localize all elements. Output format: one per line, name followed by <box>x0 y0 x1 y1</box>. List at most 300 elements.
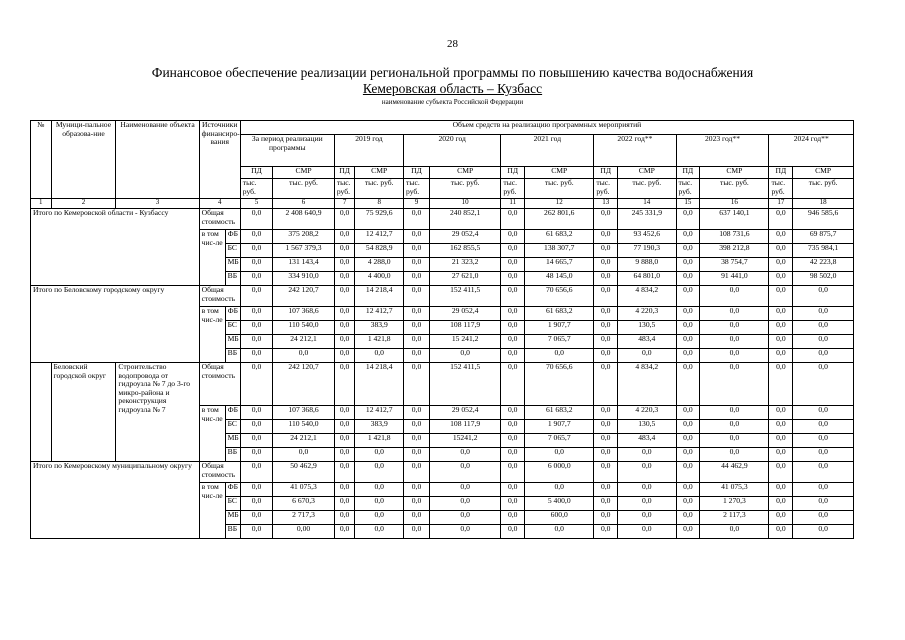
header-municipality: Муници-пальное образова-ние <box>51 121 116 199</box>
value-cell: 0,00 <box>273 525 335 539</box>
value-cell: 0,0 <box>676 525 700 539</box>
value-cell: 0,0 <box>404 511 430 525</box>
in-that-number: в том чис-ле <box>199 483 225 539</box>
value-cell: 0,0 <box>594 497 618 511</box>
value-cell: 0,0 <box>676 230 700 244</box>
value-cell: 0,0 <box>700 321 769 335</box>
header-unit: тыс. руб. <box>793 179 854 199</box>
table-row-total <box>31 363 854 406</box>
value-cell: 0,0 <box>769 286 793 307</box>
region-name <box>0 81 905 97</box>
value-cell: 0,0 <box>501 406 525 420</box>
column-number: 10 <box>429 199 500 209</box>
value-cell: 0,0 <box>769 434 793 448</box>
value-cell: 0,0 <box>501 497 525 511</box>
value-cell: 0,0 <box>618 349 676 363</box>
value-cell: 0,0 <box>594 525 618 539</box>
header-period: 2020 год <box>404 135 501 167</box>
source-code: БС <box>225 244 240 258</box>
header-unit: тыс. руб. <box>273 179 335 199</box>
value-cell: 4 220,3 <box>618 307 676 321</box>
value-cell: 2 117,3 <box>700 511 769 525</box>
value-cell: 0,0 <box>404 420 430 434</box>
row-num-cell <box>31 363 52 462</box>
value-cell: 0,0 <box>525 349 594 363</box>
value-cell: 0,0 <box>769 511 793 525</box>
source-code: БС <box>225 321 240 335</box>
value-cell: 1 421,8 <box>355 434 404 448</box>
table-row-total <box>31 286 854 307</box>
value-cell: 0,0 <box>769 321 793 335</box>
value-cell: 0,0 <box>700 363 769 406</box>
value-cell: 0,0 <box>404 525 430 539</box>
value-cell: 0,0 <box>594 321 618 335</box>
header-unit: тыс. руб. <box>525 179 594 199</box>
value-cell: 0,0 <box>676 244 700 258</box>
document-title: Финансовое обеспечение реализации региональной программы по повышению качества водоснабжения <box>151 65 754 80</box>
value-cell: 29 052,4 <box>429 307 500 321</box>
header-period: За период реализации программы <box>240 135 334 167</box>
value-cell: 0,0 <box>618 497 676 511</box>
value-cell: 0,0 <box>793 511 854 525</box>
header-volume: Объем средств на реализацию программных мероприятий <box>240 121 853 135</box>
value-cell: 0,0 <box>618 483 676 497</box>
value-cell: 0,0 <box>240 462 272 483</box>
value-cell: 483,4 <box>618 434 676 448</box>
value-cell: 0,0 <box>793 434 854 448</box>
value-cell: 0,0 <box>240 209 272 230</box>
value-cell: 0,0 <box>240 420 272 434</box>
in-that-number: в том чис-ле <box>199 406 225 462</box>
source-code: БС <box>225 420 240 434</box>
header-unit: тыс. руб. <box>404 179 430 199</box>
value-cell: 41 075,3 <box>273 483 335 497</box>
value-cell: 0,0 <box>700 286 769 307</box>
header-smr: СМР <box>700 167 769 179</box>
value-cell: 0,0 <box>334 321 355 335</box>
value-cell: 0,0 <box>594 307 618 321</box>
value-cell: 245 331,9 <box>618 209 676 230</box>
value-cell: 946 585,6 <box>793 209 854 230</box>
value-cell: 0,0 <box>355 525 404 539</box>
value-cell: 0,0 <box>676 286 700 307</box>
value-cell: 0,0 <box>404 349 430 363</box>
value-cell: 0,0 <box>676 363 700 406</box>
value-cell: 0,0 <box>501 448 525 462</box>
value-cell: 0,0 <box>334 497 355 511</box>
value-cell: 21 323,2 <box>429 258 500 272</box>
value-cell: 0,0 <box>334 462 355 483</box>
column-number: 8 <box>355 199 404 209</box>
value-cell: 0,0 <box>334 307 355 321</box>
value-cell: 0,0 <box>240 483 272 497</box>
total-label: Общая стоимость <box>199 363 240 406</box>
value-cell: 70 656,6 <box>525 286 594 307</box>
value-cell: 0,0 <box>355 448 404 462</box>
value-cell: 0,0 <box>429 462 500 483</box>
value-cell: 0,0 <box>618 511 676 525</box>
value-cell: 0,0 <box>404 258 430 272</box>
value-cell: 0,0 <box>676 272 700 286</box>
value-cell: 0,0 <box>594 349 618 363</box>
value-cell: 4 400,0 <box>355 272 404 286</box>
value-cell: 0,0 <box>404 272 430 286</box>
value-cell: 0,0 <box>594 420 618 434</box>
header-pd: ПД <box>334 167 355 179</box>
value-cell: 0,0 <box>501 272 525 286</box>
value-cell: 637 140,1 <box>700 209 769 230</box>
value-cell: 1 567 379,3 <box>273 244 335 258</box>
value-cell: 0,0 <box>240 363 272 406</box>
value-cell: 0,0 <box>793 483 854 497</box>
header-unit: тыс. руб. <box>676 179 700 199</box>
value-cell: 0,0 <box>501 349 525 363</box>
value-cell: 0,0 <box>240 258 272 272</box>
value-cell: 0,0 <box>240 272 272 286</box>
value-cell: 131 143,4 <box>273 258 335 272</box>
column-number: 18 <box>793 199 854 209</box>
value-cell: 0,0 <box>501 483 525 497</box>
value-cell: 12 412,7 <box>355 406 404 420</box>
header-unit: тыс. руб. <box>240 179 272 199</box>
value-cell: 0,0 <box>501 258 525 272</box>
value-cell: 0,0 <box>700 448 769 462</box>
header-unit: тыс. руб. <box>334 179 355 199</box>
value-cell: 152 411,5 <box>429 363 500 406</box>
value-cell: 6 670,3 <box>273 497 335 511</box>
value-cell: 0,0 <box>769 406 793 420</box>
value-cell: 0,0 <box>429 349 500 363</box>
value-cell: 110 540,0 <box>273 321 335 335</box>
value-cell: 0,0 <box>240 497 272 511</box>
value-cell: 27 621,0 <box>429 272 500 286</box>
value-cell: 0,0 <box>334 230 355 244</box>
value-cell: 0,0 <box>501 286 525 307</box>
value-cell: 15 241,2 <box>429 335 500 349</box>
value-cell: 12 412,7 <box>355 230 404 244</box>
value-cell: 0,0 <box>793 363 854 406</box>
value-cell: 61 683,2 <box>525 307 594 321</box>
value-cell: 0,0 <box>594 230 618 244</box>
value-cell: 0,0 <box>676 335 700 349</box>
column-number: 5 <box>240 199 272 209</box>
value-cell: 0,0 <box>355 483 404 497</box>
value-cell: 0,0 <box>404 230 430 244</box>
value-cell: 0,0 <box>769 420 793 434</box>
value-cell: 152 411,5 <box>429 286 500 307</box>
value-cell: 75 929,6 <box>355 209 404 230</box>
value-cell: 0,0 <box>769 462 793 483</box>
value-cell: 398 212,8 <box>700 244 769 258</box>
value-cell: 0,0 <box>404 448 430 462</box>
value-cell: 0,0 <box>334 448 355 462</box>
value-cell: 262 801,6 <box>525 209 594 230</box>
column-number: 16 <box>700 199 769 209</box>
header-num: № <box>31 121 52 199</box>
financing-table <box>30 120 854 539</box>
value-cell: 0,0 <box>618 448 676 462</box>
value-cell: 0,0 <box>404 307 430 321</box>
header-period: 2022 год** <box>594 135 676 167</box>
header-unit: тыс. руб. <box>594 179 618 199</box>
value-cell: 0,0 <box>355 462 404 483</box>
value-cell: 0,0 <box>594 363 618 406</box>
value-cell: 0,0 <box>501 420 525 434</box>
value-cell: 0,0 <box>404 244 430 258</box>
source-code: МБ <box>225 335 240 349</box>
value-cell: 15241,2 <box>429 434 500 448</box>
column-number: 12 <box>525 199 594 209</box>
value-cell: 93 452,6 <box>618 230 676 244</box>
value-cell: 108 117,9 <box>429 420 500 434</box>
header-unit: тыс. руб. <box>355 179 404 199</box>
value-cell: 0,0 <box>334 434 355 448</box>
source-code: ВБ <box>225 448 240 462</box>
value-cell: 0,0 <box>240 335 272 349</box>
value-cell: 130,5 <box>618 321 676 335</box>
source-code: ВБ <box>225 525 240 539</box>
in-that-number: в том чис-ле <box>199 230 225 286</box>
value-cell: 0,0 <box>334 483 355 497</box>
value-cell: 0,0 <box>240 406 272 420</box>
header-pd: ПД <box>501 167 525 179</box>
value-cell: 0,0 <box>793 406 854 420</box>
municipality-cell: Беловский городской округ <box>51 363 116 462</box>
value-cell: 108 731,6 <box>700 230 769 244</box>
value-cell: 2 408 640,9 <box>273 209 335 230</box>
value-cell: 44 462,9 <box>700 462 769 483</box>
value-cell: 0,0 <box>594 335 618 349</box>
value-cell: 0,0 <box>594 483 618 497</box>
object-cell: Строительство водопровода от гидроузла № 7 до 3-го микро-района и реконструкция гидроузла № 7 <box>116 363 199 462</box>
source-code: БС <box>225 497 240 511</box>
value-cell: 0,0 <box>334 286 355 307</box>
total-label: Общая стоимость <box>199 286 240 307</box>
header-unit: тыс. руб. <box>769 179 793 199</box>
value-cell: 0,0 <box>594 511 618 525</box>
header-pd: ПД <box>240 167 272 179</box>
column-number-row <box>31 199 854 209</box>
value-cell: 0,0 <box>525 448 594 462</box>
column-number: 11 <box>501 199 525 209</box>
header-unit: тыс. руб. <box>429 179 500 199</box>
source-code: МБ <box>225 434 240 448</box>
value-cell: 0,0 <box>769 230 793 244</box>
value-cell: 383,9 <box>355 321 404 335</box>
header-period: 2021 год <box>501 135 594 167</box>
value-cell: 38 754,7 <box>700 258 769 272</box>
value-cell: 0,0 <box>769 272 793 286</box>
value-cell: 0,0 <box>240 434 272 448</box>
value-cell: 383,9 <box>355 420 404 434</box>
value-cell: 0,0 <box>793 448 854 462</box>
value-cell: 1 907,7 <box>525 321 594 335</box>
value-cell: 0,0 <box>404 483 430 497</box>
value-cell: 0,0 <box>793 497 854 511</box>
value-cell: 4 288,0 <box>355 258 404 272</box>
header-period: 2019 год <box>334 135 403 167</box>
value-cell: 42 223,8 <box>793 258 854 272</box>
column-number: 9 <box>404 199 430 209</box>
value-cell: 0,0 <box>334 272 355 286</box>
header-smr: СМР <box>273 167 335 179</box>
value-cell: 240 852,1 <box>429 209 500 230</box>
value-cell: 0,0 <box>240 448 272 462</box>
value-cell: 0,0 <box>676 209 700 230</box>
value-cell: 0,0 <box>793 335 854 349</box>
header-unit: тыс. руб. <box>618 179 676 199</box>
value-cell: 0,0 <box>700 335 769 349</box>
value-cell: 0,0 <box>793 307 854 321</box>
value-cell: 61 683,2 <box>525 406 594 420</box>
region-name-text: Кемеровская область – Кузбасс <box>362 81 543 96</box>
value-cell: 0,0 <box>769 483 793 497</box>
value-cell: 0,0 <box>676 462 700 483</box>
value-cell: 0,0 <box>501 244 525 258</box>
value-cell: 0,0 <box>240 307 272 321</box>
value-cell: 0,0 <box>618 462 676 483</box>
value-cell: 0,0 <box>334 258 355 272</box>
column-number: 17 <box>769 199 793 209</box>
value-cell: 6 000,0 <box>525 462 594 483</box>
header-smr: СМР <box>525 167 594 179</box>
value-cell: 41 075,3 <box>700 483 769 497</box>
header-period: 2023 год** <box>676 135 769 167</box>
column-number: 6 <box>273 199 335 209</box>
value-cell: 0,0 <box>676 511 700 525</box>
value-cell: 0,0 <box>676 321 700 335</box>
value-cell: 483,4 <box>618 335 676 349</box>
value-cell: 0,0 <box>501 511 525 525</box>
value-cell: 0,0 <box>501 525 525 539</box>
column-number: 14 <box>618 199 676 209</box>
header-pd: ПД <box>594 167 618 179</box>
page-number: 28 <box>447 38 458 50</box>
value-cell: 0,0 <box>501 209 525 230</box>
value-cell: 0,0 <box>240 244 272 258</box>
value-cell: 1 421,8 <box>355 335 404 349</box>
value-cell: 1 270,3 <box>700 497 769 511</box>
value-cell: 108 117,9 <box>429 321 500 335</box>
value-cell: 0,0 <box>404 406 430 420</box>
value-cell: 0,0 <box>676 406 700 420</box>
value-cell: 98 502,0 <box>793 272 854 286</box>
table-row-total <box>31 209 854 230</box>
value-cell: 110 540,0 <box>273 420 335 434</box>
value-cell: 0,0 <box>594 406 618 420</box>
header-smr: СМР <box>793 167 854 179</box>
value-cell: 0,0 <box>334 349 355 363</box>
source-code: ФБ <box>225 406 240 420</box>
value-cell: 64 801,0 <box>618 272 676 286</box>
value-cell: 0,0 <box>594 258 618 272</box>
value-cell: 24 212,1 <box>273 434 335 448</box>
value-cell: 0,0 <box>793 349 854 363</box>
value-cell: 0,0 <box>355 349 404 363</box>
value-cell: 242 120,7 <box>273 363 335 406</box>
value-cell: 29 052,4 <box>429 230 500 244</box>
value-cell: 0,0 <box>676 448 700 462</box>
value-cell: 0,0 <box>334 244 355 258</box>
value-cell: 0,0 <box>404 462 430 483</box>
value-cell: 0,0 <box>676 420 700 434</box>
source-code: ВБ <box>225 349 240 363</box>
value-cell: 0,0 <box>334 406 355 420</box>
value-cell: 12 412,7 <box>355 307 404 321</box>
total-label: Общая стоимость <box>199 462 240 483</box>
value-cell: 0,0 <box>404 434 430 448</box>
header-period: 2024 год** <box>769 135 854 167</box>
value-cell: 0,0 <box>769 363 793 406</box>
value-cell: 0,0 <box>429 483 500 497</box>
value-cell: 14 218,4 <box>355 363 404 406</box>
value-cell: 0,0 <box>594 434 618 448</box>
in-that-number: в том чис-ле <box>199 307 225 363</box>
total-label: Общая стоимость <box>199 209 240 230</box>
value-cell: 0,0 <box>404 209 430 230</box>
value-cell: 0,0 <box>676 349 700 363</box>
header-pd: ПД <box>404 167 430 179</box>
value-cell: 7 065,7 <box>525 335 594 349</box>
source-code: ФБ <box>225 483 240 497</box>
value-cell: 14 218,4 <box>355 286 404 307</box>
column-number: 1 <box>31 199 52 209</box>
value-cell: 0,0 <box>355 497 404 511</box>
value-cell: 107 368,6 <box>273 406 335 420</box>
source-code: МБ <box>225 511 240 525</box>
value-cell: 0,0 <box>334 363 355 406</box>
column-number: 7 <box>334 199 355 209</box>
value-cell: 7 065,7 <box>525 434 594 448</box>
value-cell: 0,0 <box>769 209 793 230</box>
value-cell: 0,0 <box>429 525 500 539</box>
value-cell: 0,0 <box>334 209 355 230</box>
value-cell: 0,0 <box>240 321 272 335</box>
value-cell: 0,0 <box>429 497 500 511</box>
source-code: ФБ <box>225 307 240 321</box>
value-cell: 0,0 <box>501 363 525 406</box>
value-cell: 0,0 <box>404 321 430 335</box>
value-cell: 0,0 <box>273 349 335 363</box>
value-cell: 0,0 <box>793 420 854 434</box>
column-number: 13 <box>594 199 618 209</box>
value-cell: 0,0 <box>769 258 793 272</box>
value-cell: 0,0 <box>501 307 525 321</box>
value-cell: 0,0 <box>594 209 618 230</box>
value-cell: 0,0 <box>793 462 854 483</box>
value-cell: 0,0 <box>404 335 430 349</box>
value-cell: 0,0 <box>676 497 700 511</box>
value-cell: 107 368,6 <box>273 307 335 321</box>
value-cell: 0,0 <box>404 363 430 406</box>
value-cell: 2 717,3 <box>273 511 335 525</box>
value-cell: 54 828,9 <box>355 244 404 258</box>
value-cell: 14 665,7 <box>525 258 594 272</box>
value-cell: 0,0 <box>594 448 618 462</box>
value-cell: 0,0 <box>618 525 676 539</box>
value-cell: 0,0 <box>594 286 618 307</box>
value-cell: 1 907,7 <box>525 420 594 434</box>
value-cell: 0,0 <box>240 349 272 363</box>
value-cell: 0,0 <box>700 420 769 434</box>
value-cell: 162 855,5 <box>429 244 500 258</box>
value-cell: 91 441,0 <box>700 272 769 286</box>
header-unit: тыс. руб. <box>501 179 525 199</box>
header-object: Наименование объекта <box>116 121 199 199</box>
value-cell: 0,0 <box>594 462 618 483</box>
value-cell: 0,0 <box>501 335 525 349</box>
value-cell: 0,0 <box>793 525 854 539</box>
